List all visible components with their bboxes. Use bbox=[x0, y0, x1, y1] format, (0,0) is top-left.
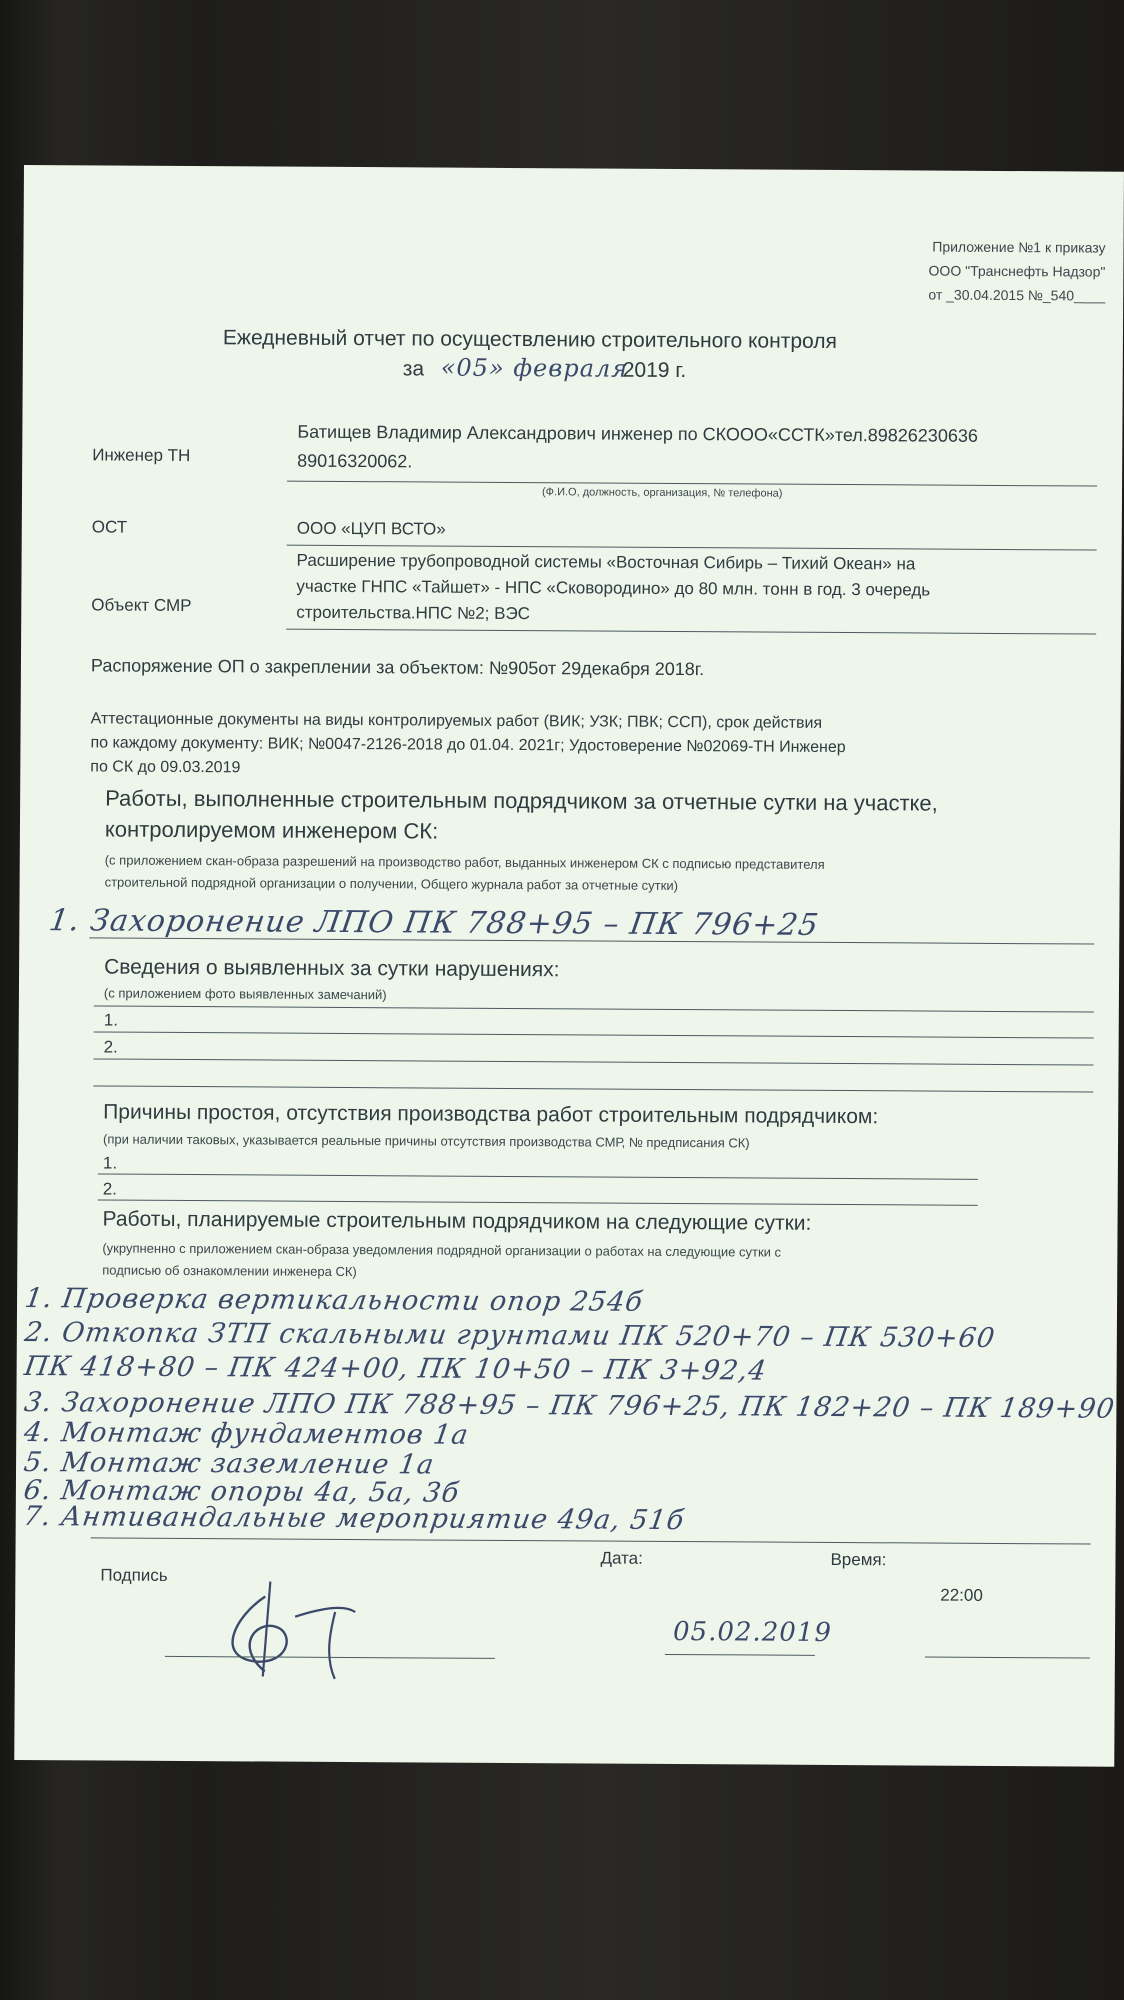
object-line-3: строительства.НПС №2; ВЭС bbox=[296, 602, 531, 624]
violations-item-2: 2. bbox=[103, 1037, 118, 1057]
planned-item-8: 7. Антивандальные мероприятие 49а, 51б bbox=[21, 1501, 687, 1537]
report-date-prefix: за bbox=[402, 357, 425, 381]
appendix-line-1: Приложение №1 к приказу bbox=[932, 238, 1106, 256]
object-line-2: участке ГНПС «Тайшет» - НПС «Сковородино» до 80 млн. тонн в год. 3 очередь bbox=[296, 576, 931, 600]
planned-note-1: (укрупненно с приложением скан-образа уведомления подрядной организации о работах на следующие сутки с bbox=[102, 1240, 782, 1260]
date-rule bbox=[665, 1654, 815, 1656]
planned-item-6: 5. Монтаж заземление 1а bbox=[21, 1447, 437, 1481]
appendix-line-2: ООО "Транснефть Надзор" bbox=[928, 262, 1106, 280]
downtime-item-2: 2. bbox=[102, 1179, 117, 1199]
violations-rule-3 bbox=[93, 1085, 1093, 1092]
attest-line-2: по каждому документу: ВИК; №0047-2126-2018 до 01.04. 2021г; Удостоверение №02069-ТН Инженер bbox=[90, 734, 846, 757]
report-date-handwritten: «05» февраля bbox=[440, 353, 629, 383]
violations-note: (с приложением фото выявленных замечаний) bbox=[103, 985, 387, 1003]
downtime-note: (при наличии таковых, указывается реальные причины отсутствия производства СМР, № предписания СК) bbox=[103, 1131, 750, 1151]
violations-heading: Сведения о выявленных за сутки нарушениях: bbox=[104, 955, 560, 982]
works-done-note-1: (с приложением скан-образа разрешений на производство работ, выданных инженером СК с подписью представителя bbox=[104, 852, 825, 872]
engineer-caption: (Ф.И.О, должность, организация, № телефона) bbox=[541, 486, 783, 500]
violations-rule-1 bbox=[94, 1031, 1094, 1038]
works-done-note-2: строительной подрядной организации о получении, Общего журнала работ за отчетные сутки) bbox=[104, 874, 678, 894]
object-rule bbox=[286, 629, 1096, 635]
attest-line-3: по СК до 09.03.2019 bbox=[90, 758, 241, 777]
appendix-line-3: от _30.04.2015 №_540____ bbox=[928, 286, 1106, 304]
violations-item-1: 1. bbox=[103, 1010, 119, 1030]
time-value: 22:00 bbox=[940, 1585, 983, 1605]
ost-value: ООО «ЦУП ВСТО» bbox=[296, 518, 446, 539]
violations-rule-2 bbox=[94, 1058, 1094, 1065]
planned-item-4: 3. Захоронение ЛПО ПК 788+95 – ПК 796+25, ПК 182+20 – ПК 189+90 bbox=[22, 1387, 1117, 1425]
planned-heading: Работы, планируемые строительным подрядчиком на следующие сутки: bbox=[102, 1207, 812, 1235]
planned-item-7: 6. Монтаж опоры 4а, 5а, 3б bbox=[21, 1475, 462, 1509]
date-label: Дата: bbox=[600, 1548, 643, 1568]
works-done-heading-2: контролируемом инженером СК: bbox=[104, 816, 439, 844]
downtime-rule-1 bbox=[98, 1173, 978, 1179]
downtime-heading: Причины простоя, отсутствия производства работ строительным подрядчиком: bbox=[103, 1100, 879, 1129]
engineer-label: Инженер ТН bbox=[92, 445, 191, 466]
planned-note-2: подписью об ознакомлении инженера СК) bbox=[102, 1262, 357, 1280]
works-done-item-1: 1. Захоронение ЛПО ПК 788+95 – ПК 796+25 bbox=[46, 903, 822, 943]
ost-rule bbox=[287, 545, 1097, 551]
time-label: Время: bbox=[830, 1549, 887, 1570]
engineer-value-2: 89016320062. bbox=[297, 450, 413, 472]
ost-label: ОСТ bbox=[91, 517, 128, 537]
signature-image bbox=[195, 1576, 396, 1687]
downtime-rule-2 bbox=[98, 1199, 978, 1205]
planned-item-3: ПК 418+80 – ПК 424+00, ПК 10+50 – ПК 3+92,4 bbox=[22, 1351, 769, 1387]
report-sheet bbox=[14, 165, 1124, 1767]
downtime-item-1: 1. bbox=[102, 1153, 118, 1173]
report-title: Ежедневный отчет по осуществлению строительного контроля bbox=[222, 326, 837, 353]
time-rule bbox=[925, 1657, 1090, 1659]
planned-item-1: 1. Проверка вертикальности опор 254б bbox=[22, 1283, 646, 1318]
planned-item-2: 2. Откопка ЗТП скальными грунтами ПК 520+70 – ПК 530+60 bbox=[22, 1317, 998, 1354]
violations-rule-0 bbox=[94, 1005, 1094, 1012]
works-done-heading-1: Работы, выполненные строительным подрядчиком за отчетные сутки на участке, bbox=[105, 785, 938, 816]
date-value: 05.02.2019 bbox=[672, 1616, 833, 1648]
attest-line-1: Аттестационные документы на виды контролируемых работ (ВИК; УЗК; ПВК; ССП), срок действия bbox=[90, 710, 823, 732]
signature-label: Подпись bbox=[100, 1565, 168, 1585]
planned-rule bbox=[91, 1537, 1091, 1544]
planned-item-5: 4. Монтаж фундаментов 1а bbox=[21, 1417, 471, 1451]
object-label: Объект СМР bbox=[91, 595, 192, 616]
object-line-1: Расширение трубопроводной системы «Восточная Сибирь – Тихий Океан» на bbox=[296, 550, 916, 574]
engineer-value-1: Батищев Владимир Александрович инженер по СКООО«ССТК»тел.89826230636 bbox=[297, 421, 978, 446]
order-text: Распоряжение ОП о закреплении за объектом: №905от 29декабря 2018г. bbox=[90, 655, 705, 680]
engineer-rule bbox=[287, 481, 1097, 487]
report-year: 2019 г. bbox=[622, 358, 687, 383]
